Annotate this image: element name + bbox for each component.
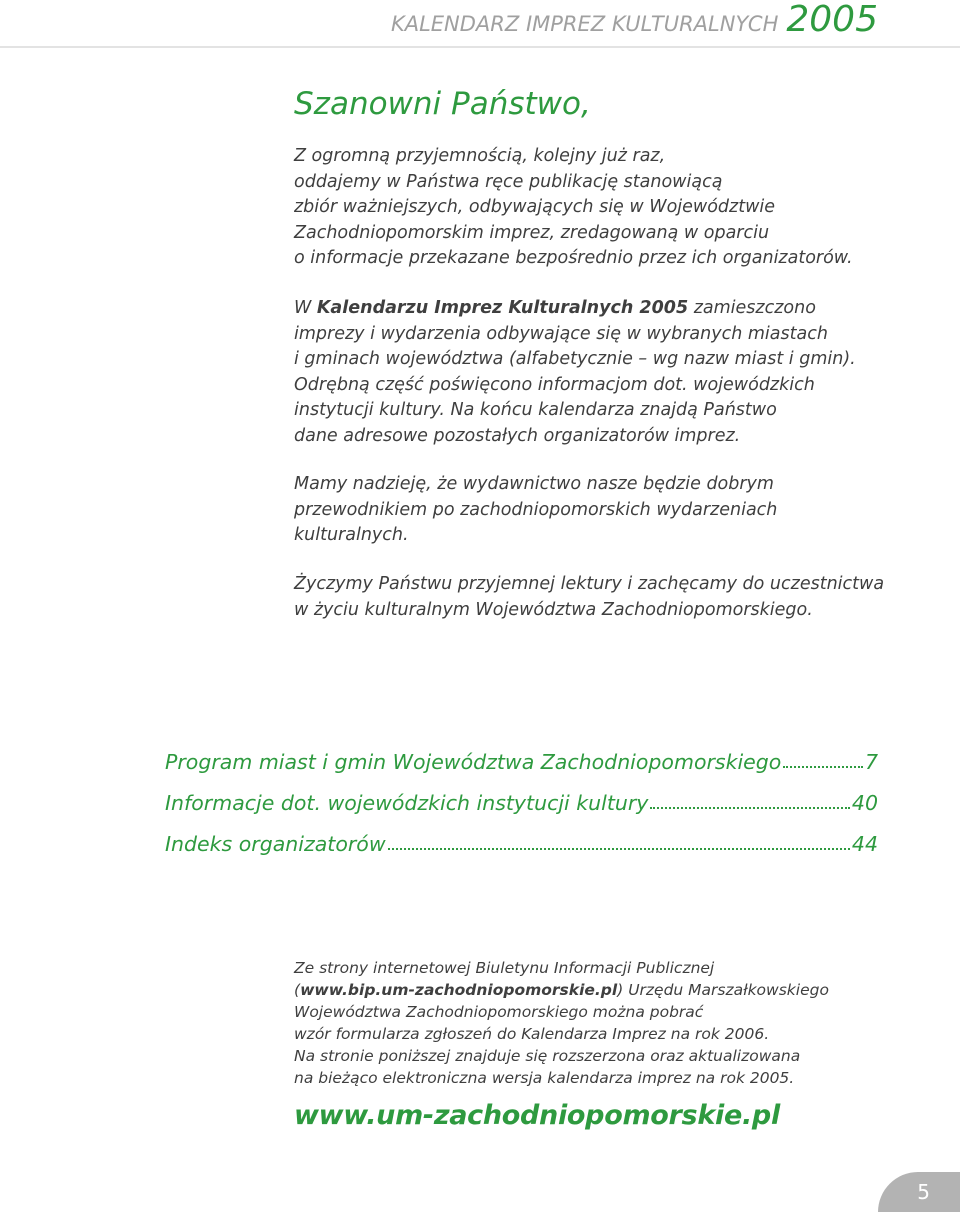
toc-page-number: 7 — [864, 750, 878, 774]
calendar-post: zamieszczono — [688, 298, 816, 318]
calendar-line: imprezy i wydarzenia odbywające się w wybranych miastach — [294, 323, 828, 344]
hope-line: Mamy nadzieję, że wydawnictwo nasze będzie dobrym — [294, 474, 774, 494]
wishes-line: w życiu kulturalnym Województwa Zachodniopomorskiego. — [294, 599, 813, 620]
hope-paragraph — [294, 472, 894, 549]
header-title-group — [391, 0, 878, 44]
page-header — [0, 0, 960, 48]
toc-page-number: 40 — [851, 791, 878, 815]
intro-line: oddajemy w Państwa ręce publikację stanowiącą — [294, 171, 723, 192]
toc-leader-dots — [388, 848, 850, 850]
note-line: Na stronie poniższej znajduje się rozszerzona oraz aktualizowana — [294, 1047, 801, 1065]
toc-label: Program miast i gmin Województwa Zachodniopomorskiego — [165, 750, 782, 774]
intro-paragraph — [294, 144, 894, 272]
toc-leader-dots — [650, 807, 849, 809]
calendar-line: i gminach województwa (alfabetycznie – wg nazw miast i gmin). — [294, 349, 856, 369]
note-paren: ( — [294, 981, 301, 999]
intro-line: o informacje przekazane bezpośrednio przez ich organizatorów. — [294, 248, 853, 268]
note-line: Województwa Zachodniopomorskiego można pobrać — [294, 1003, 704, 1021]
toc-page-number: 44 — [851, 832, 878, 856]
calendar-title-bold: Kalendarzu Imprez Kulturalnych 2005 — [316, 298, 689, 318]
calendar-line: dane adresowe pozostałych organizatorów imprez. — [294, 425, 741, 446]
toc-label: Indeks organizatorów — [165, 832, 386, 856]
header-year: 2005 — [786, 0, 878, 40]
calendar-line-first — [294, 296, 894, 322]
intro-line: Z ogromną przyjemnością, kolejny już raz, — [294, 146, 666, 166]
page-number: 5 — [917, 1180, 930, 1204]
calendar-line: Odrębną część poświęcono informacjom dot. wojewódzkich — [294, 374, 815, 395]
note-line: wzór formularza zgłoszeń do Kalendarza Imprez na rok 2006. — [294, 1025, 770, 1043]
intro-line: Zachodniopomorskim imprez, zredagowaną w oparciu — [294, 222, 770, 243]
toc-entry-programs[interactable] — [165, 746, 878, 774]
calendar-pre: W — [294, 298, 317, 318]
toc-label: Informacje dot. wojewódzkich instytucji kultury — [165, 791, 649, 815]
wishes-paragraph — [294, 572, 894, 623]
bip-note — [294, 957, 894, 1089]
calendar-line: instytucji kultury. Na końcu kalendarza znajdą Państwo — [294, 400, 777, 420]
note-line: Ze strony internetowej Biuletynu Informacji Publicznej — [294, 959, 715, 977]
toc-entry-institutions[interactable] — [165, 787, 878, 815]
intro-line: zbiór ważniejszych, odbywających się w Województwie — [294, 197, 776, 217]
toc-leader-dots — [783, 766, 863, 768]
bip-link[interactable]: www.bip.um-zachodniopomorskie.pl — [300, 981, 618, 999]
hope-line: kulturalnych. — [294, 525, 409, 545]
note-line: na bieżąco elektroniczna wersja kalendarza imprez na rok 2005. — [294, 1069, 795, 1087]
hope-line: przewodnikiem po zachodniopomorskich wydarzeniach — [294, 499, 778, 520]
wishes-line: Życzymy Państwu przyjemnej lektury i zachęcamy do uczestnictwa — [294, 574, 885, 594]
note-rest: ) Urzędu Marszałkowskiego — [617, 981, 829, 999]
greeting-heading: Szanowni Państwo, — [294, 86, 591, 122]
header-title: KALENDARZ IMPREZ KULTURALNYCH — [390, 12, 779, 36]
website-link[interactable]: www.um-zachodniopomorskie.pl — [294, 1100, 780, 1131]
calendar-paragraph — [294, 296, 894, 449]
note-line-url — [294, 979, 894, 1001]
toc-entry-index[interactable] — [165, 828, 878, 856]
